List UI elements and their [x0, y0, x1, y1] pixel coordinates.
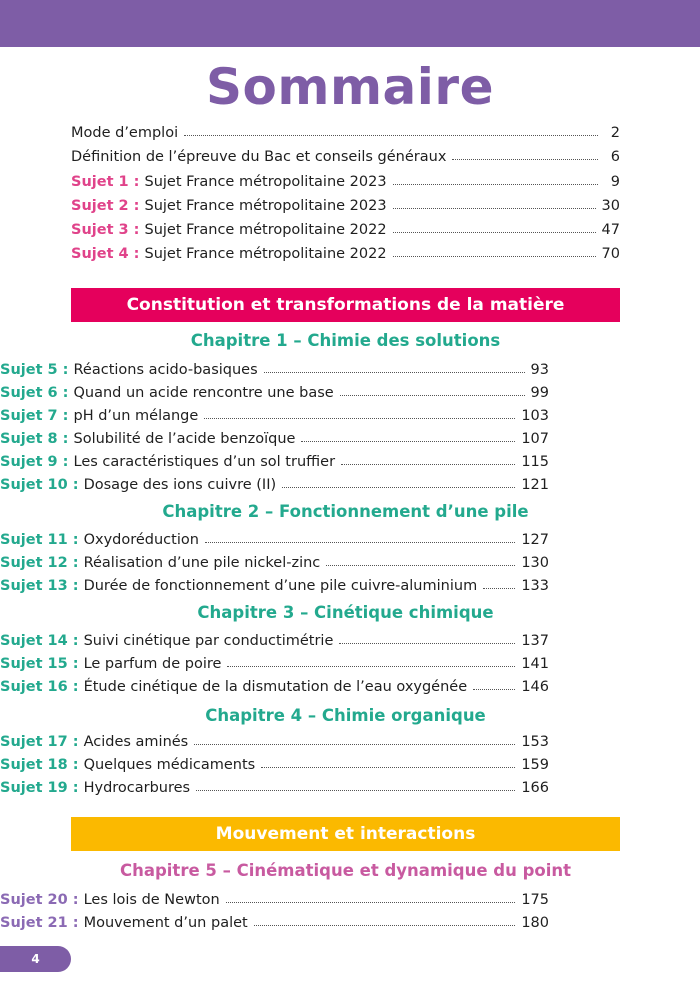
entry-page: 103: [521, 408, 549, 424]
toc-entry-sujet-21[interactable]: [0, 909, 549, 931]
entry-label: Sujet 11 :: [0, 532, 79, 548]
entry-page: 180: [521, 915, 549, 931]
entry-label: Sujet 2 :: [71, 198, 140, 214]
entry-page: 9: [610, 174, 620, 190]
toc-entry-sujet-16[interactable]: [0, 673, 549, 695]
toc-entry-sujet-12[interactable]: [0, 549, 549, 571]
toc-entry-mode-emploi[interactable]: [71, 119, 620, 141]
entry-text: Sujet France métropolitaine 2023: [144, 174, 387, 190]
toc-entry-sujet-15[interactable]: [0, 650, 549, 672]
entry-label: Sujet 1 :: [71, 174, 140, 190]
toc-entry-sujet-19[interactable]: [0, 774, 549, 796]
entry-page: 6: [610, 149, 620, 165]
toc-entry-sujet-4[interactable]: [71, 240, 620, 262]
entry-text: Quand un acide rencontre une base: [73, 385, 334, 401]
toc-entry-sujet-9[interactable]: [0, 448, 549, 470]
dot-leader: [301, 441, 515, 442]
entry-page: 93: [530, 362, 549, 378]
entry-page: 127: [521, 532, 549, 548]
entry-label: Sujet 15 :: [0, 656, 79, 672]
dot-leader: [261, 767, 515, 768]
entry-label: Sujet 5 :: [0, 362, 69, 378]
dot-leader: [196, 790, 515, 791]
entry-label: Sujet 10 :: [0, 477, 79, 493]
toc-entry-sujet-8[interactable]: [0, 425, 549, 447]
entry-page: 146: [521, 679, 549, 695]
toc-entry-sujet-13[interactable]: [0, 572, 549, 594]
entry-text: Dosage des ions cuivre (II): [83, 477, 277, 493]
entry-text: Suivi cinétique par conductimétrie: [83, 633, 334, 649]
entry-page: 121: [521, 477, 549, 493]
section-bar-matiere: Constitution et transformations de la matière: [71, 288, 620, 322]
entry-text: Durée de fonctionnement d’une pile cuivre-aluminium: [83, 578, 478, 594]
toc-entry-sujet-3[interactable]: [71, 216, 620, 238]
dot-leader: [282, 487, 515, 488]
dot-leader: [473, 689, 515, 690]
dot-leader: [483, 588, 515, 589]
entry-text: Étude cinétique de la dismutation de l’eau oxygénée: [83, 679, 468, 695]
entry-text: Sujet France métropolitaine 2023: [144, 198, 387, 214]
dot-leader: [227, 666, 515, 667]
entry-label: Sujet 19 :: [0, 780, 79, 796]
entry-label: Sujet 3 :: [71, 222, 140, 238]
dot-leader: [393, 256, 596, 257]
toc-entry-definition[interactable]: [71, 143, 620, 165]
toc-entry-sujet-5[interactable]: [0, 356, 549, 378]
entry-text: Solubilité de l’acide benzoïque: [73, 431, 296, 447]
dot-leader: [184, 135, 598, 136]
chapter-2-title: Chapitre 2 – Fonctionnement d’une pile: [162, 502, 529, 521]
entry-label: Sujet 14 :: [0, 633, 79, 649]
toc-entry-sujet-18[interactable]: [0, 751, 549, 773]
toc-entry-sujet-1[interactable]: [71, 168, 620, 190]
entry-page: 30: [601, 198, 620, 214]
chapter-5-title: Chapitre 5 – Cinématique et dynamique du point: [119, 861, 572, 880]
entry-text: Quelques médicaments: [83, 757, 256, 773]
entry-page: 115: [521, 454, 549, 470]
chapter-3-title: Chapitre 3 – Cinétique chimique: [197, 603, 494, 622]
entry-page: 47: [601, 222, 620, 238]
dot-leader: [393, 208, 596, 209]
chapter-4-title: Chapitre 4 – Chimie organique: [205, 706, 486, 725]
entry-label: Sujet 16 :: [0, 679, 79, 695]
dot-leader: [264, 372, 525, 373]
entry-text: Le parfum de poire: [83, 656, 222, 672]
entry-page: 99: [530, 385, 549, 401]
toc-entry-sujet-2[interactable]: [71, 192, 620, 214]
chapter-1-title: Chapitre 1 – Chimie des solutions: [190, 331, 501, 350]
entry-page: 137: [521, 633, 549, 649]
toc-entry-sujet-6[interactable]: [0, 379, 549, 401]
toc-entry-sujet-10[interactable]: [0, 471, 549, 493]
dot-leader: [393, 184, 598, 185]
entry-text: Mode d’emploi: [71, 125, 179, 141]
entry-text: Réactions acido-basiques: [73, 362, 258, 378]
entry-page: 2: [610, 125, 620, 141]
entry-label: Sujet 18 :: [0, 757, 79, 773]
toc-entry-sujet-14[interactable]: [0, 627, 549, 649]
entry-label: Sujet 17 :: [0, 734, 79, 750]
dot-leader: [339, 643, 515, 644]
page-title: Sommaire: [205, 58, 494, 116]
toc-entry-sujet-20[interactable]: [0, 886, 549, 908]
entry-text: Oxydoréduction: [83, 532, 199, 548]
page-number-tab: 4: [0, 946, 71, 972]
toc-entry-sujet-7[interactable]: [0, 402, 549, 424]
entry-text: Réalisation d’une pile nickel-zinc: [83, 555, 321, 571]
section-bar-mouvement: Mouvement et interactions: [71, 817, 620, 851]
dot-leader: [326, 565, 515, 566]
entry-label: Sujet 6 :: [0, 385, 69, 401]
entry-page: 166: [521, 780, 549, 796]
entry-page: 133: [521, 578, 549, 594]
dot-leader: [393, 232, 596, 233]
entry-text: Les lois de Newton: [83, 892, 220, 908]
entry-page: 130: [521, 555, 549, 571]
top-color-band: [0, 0, 700, 47]
entry-text: Sujet France métropolitaine 2022: [144, 222, 387, 238]
dot-leader: [204, 418, 515, 419]
dot-leader: [226, 902, 516, 903]
dot-leader: [340, 395, 525, 396]
dot-leader: [341, 464, 515, 465]
entry-label: Sujet 21 :: [0, 915, 79, 931]
entry-label: Sujet 12 :: [0, 555, 79, 571]
entry-text: Mouvement d’un palet: [83, 915, 248, 931]
entry-page: 153: [521, 734, 549, 750]
entry-label: Sujet 9 :: [0, 454, 69, 470]
dot-leader: [254, 925, 516, 926]
entry-page: 107: [521, 431, 549, 447]
entry-page: 159: [521, 757, 549, 773]
entry-text: Définition de l’épreuve du Bac et conseils généraux: [71, 149, 447, 165]
entry-label: Sujet 8 :: [0, 431, 69, 447]
entry-page: 70: [601, 246, 620, 262]
toc-entry-sujet-11[interactable]: [0, 526, 549, 548]
entry-text: Acides aminés: [83, 734, 189, 750]
entry-text: Hydrocarbures: [83, 780, 191, 796]
entry-text: pH d’un mélange: [73, 408, 199, 424]
dot-leader: [205, 542, 515, 543]
entry-label: Sujet 20 :: [0, 892, 79, 908]
entry-label: Sujet 7 :: [0, 408, 69, 424]
entry-page: 141: [521, 656, 549, 672]
entry-text: Sujet France métropolitaine 2022: [144, 246, 387, 262]
toc-entry-sujet-17[interactable]: [0, 728, 549, 750]
entry-page: 175: [521, 892, 549, 908]
entry-label: Sujet 4 :: [71, 246, 140, 262]
entry-label: Sujet 13 :: [0, 578, 79, 594]
entry-text: Les caractéristiques d’un sol truffier: [73, 454, 336, 470]
dot-leader: [194, 744, 515, 745]
dot-leader: [452, 159, 598, 160]
